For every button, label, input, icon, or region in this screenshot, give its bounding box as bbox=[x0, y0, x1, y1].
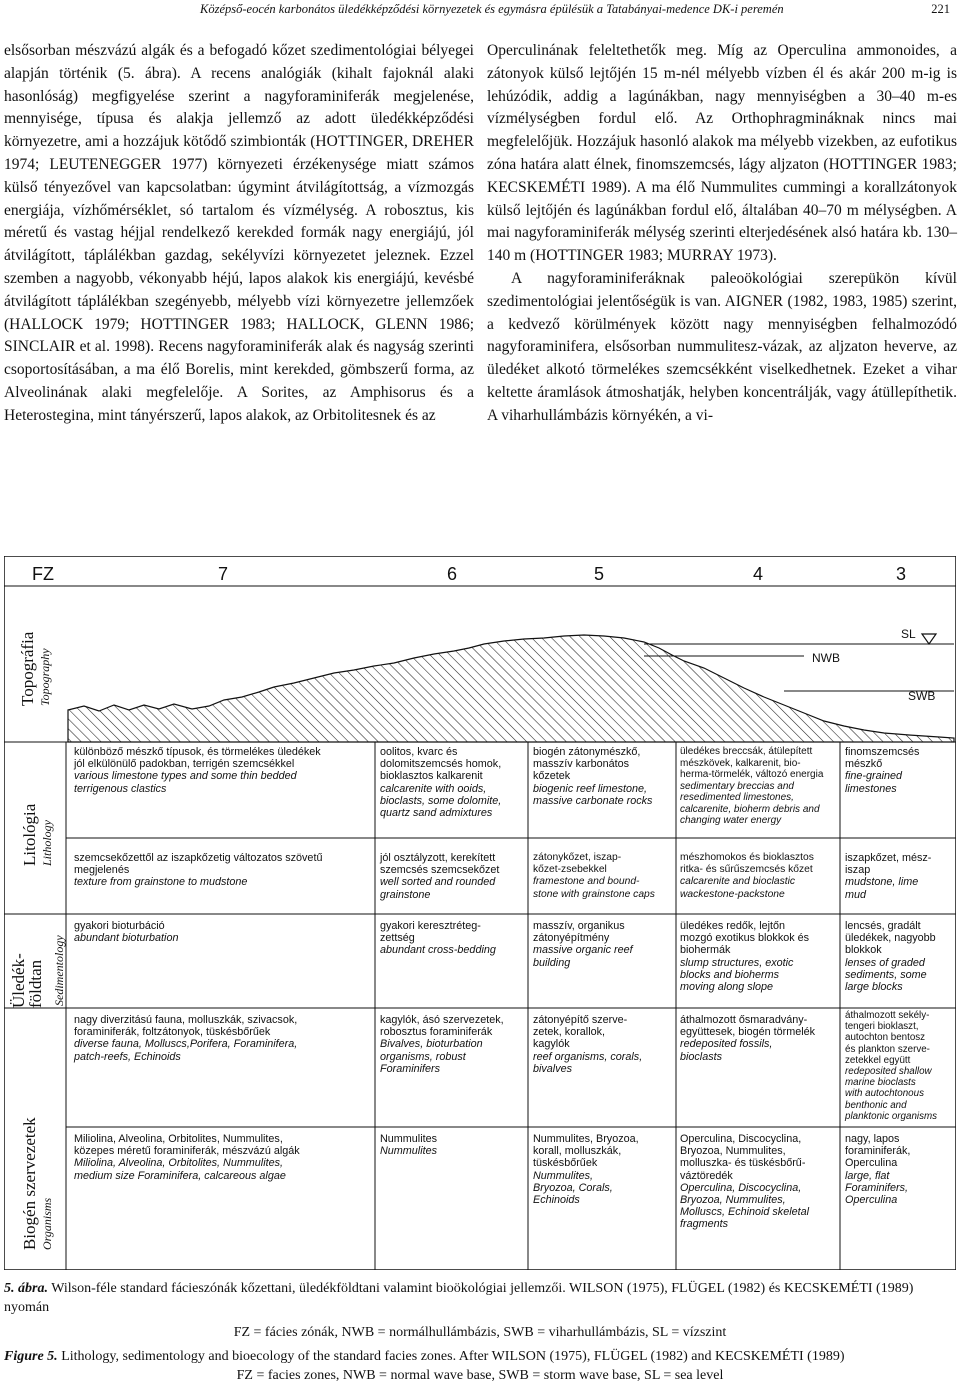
texture-zone-5: zátonykőzet, iszap- kőzet-zsebekkel framestone and bound- stone with grainstone caps bbox=[533, 852, 655, 900]
fauna-zone-5: Nummulites, Bryozoa, korall, molluszkák, tüskésbőrűek Nummulites, Bryozoa, Corals, Echinoids bbox=[533, 1133, 639, 1207]
sedimentology-zone-3: lencsés, gradált üledékek, nagyobb blokkok lenses of graded sediments, some large blocks bbox=[845, 920, 936, 994]
swb-marker: SWB bbox=[908, 689, 936, 703]
row-label-sedimentology-en: Sedimentology bbox=[52, 935, 66, 1006]
lithology-zone-5: biogén zátonymészkő, masszív karbonátos kőzetek biogenic reef limestone, massive carbonate rocks bbox=[533, 746, 653, 807]
caption-label-hu: 5. ábra. bbox=[4, 1281, 48, 1296]
sedimentology-zone-6: gyakori keresztréteg- zettség abundant cross-bedding bbox=[380, 920, 496, 957]
zone-3-label: 3 bbox=[896, 564, 907, 584]
fauna-zone-4: Operculina, Discocyclina, Bryozoa, Nummulites, molluszka- és tüskésbőrű- váztöredék Operculina, Discocyclina, Bryozoa, Nummulites, Molluscs, Echinoid skeletal fragments bbox=[680, 1133, 810, 1231]
organisms-zone-3: áthalmozott sekély- tengeri bioklaszt, autochton bentosz és plankton szerve- zetekkel együtt redeposited shallow marine bioclasts with autochtonous benthonic and planktonic organisms bbox=[845, 1010, 938, 1122]
running-header bbox=[0, 0, 960, 20]
caption-text-hu: Wilson-féle standard fácieszónák kőzettani, üledékföldtani valamint bioökológiai jellemzői. WILSON (1975), FLÜGEL (1982) és KECSKEMÉTI (1989) nyomán bbox=[4, 1281, 914, 1315]
fauna-zone-7: Miliolina, Alveolina, Orbitolites, Nummulites, közepes méretű foraminiferák, mészvázú algák Miliolina, Alveolina, Orbitolites, Nummulites, medium size Foraminifera, calcareous algae bbox=[74, 1133, 300, 1182]
zone-5-label: 5 bbox=[594, 564, 605, 584]
organisms-zone-7: nagy diverzitású fauna, molluszkák, szivacsok, foraminiferák, foltzátonyok, tüskésbőrűek diverse fauna, Molluscs,Porifera, Foraminifera, patch-reefs, Echinoids bbox=[74, 1014, 298, 1063]
row-label-topography: Topográfia Topography bbox=[18, 631, 52, 706]
lithology-zone-6: oolitos, kvarc és dolomitszemcsés homok, bioklasztos kalkarenit calcarenite with ooids, bioclasts, some dolomite, quartz sand admixtures bbox=[380, 746, 502, 820]
nwb-marker: NWB bbox=[812, 651, 840, 665]
running-title: Középső-eocén karbonátos üledékképződési környezetek és egymásra épülésük a Tatabányai-medence DK-i peremén bbox=[200, 2, 784, 16]
figure-caption-hu bbox=[4, 1279, 956, 1317]
paragraph: elsősorban mészvázú algák és a befogadó kőzet szedimentológiai bélyegei alapján történik (5. ábra). A recens analógiák (kihalt fajoknál alaki hasonlóság) megfigyelése szerint a nagyforaminiferák megjelenése, mennyisége, típusa és alakja jellemző az adott üledékképződési környezetre, ami a hozzájuk kötődő szimbionták (HOTTINGER, DREHER 1974; LEUTENEGGER 1977) környezeti érzékenysége miatt számos külső tényezővel van kapcsolatban: úgymint átvilágítottság, a vízmozgás energiája, vízhőmérséklet, só tartalom és vízmélység. A robosztus, kis méretű és vastag héjjal rendelkező kerekded formák nagy energiájú, jól átvilágított, táplálékban gazdag, sekélyvízi környezetet jeleznek. Ezzel szemben a nagyobb, vékonyabb héjú, lapos alakok kis energiájú, kevésbé átvilágított táplálékban szegényebb, mélyebb vízi környezetre jellemzőek (HALLOCK 1979; HOTTINGER 1983; HALLOCK, GLENN 1986; SINCLAIR et al. 1998). Recens nagyforaminiferák alak és nagyság szerinti csoportosításában, a ma élő Borelis, mint kerekded, gömbszerű forma, az Alveolinának alaki megfelelője. A Sorites, az Amphisorus és a Heterostegina, mint tányérszerű, lapos alakok, az Orbitolitesnek és az bbox=[4, 42, 474, 424]
sea-level-triangle-icon bbox=[922, 634, 936, 644]
sedimentology-zone-5: masszív, organikus zátonyépítmény massive organic reef building bbox=[533, 920, 633, 969]
lithology-zone-3: finomszemcsés mészkő fine-grained limestones bbox=[845, 746, 920, 795]
fauna-zone-3: nagy, lapos foraminiferák, Operculina large, flat Foraminifers, Operculina bbox=[845, 1133, 911, 1207]
caption-abbrev-en: FZ = facies zones, NWB = normal wave base, SWB = storm wave base, SL = sea level bbox=[236, 1368, 724, 1383]
lithology-zone-7: különböző mészkő típusok, és törmelékes üledékek jól elkülönülő padokban, terrigén szemcsékkel various limestone types and some thin bedded terrigenous clastics bbox=[74, 746, 321, 795]
row-label-organisms: Biogén szervezetek Organisms bbox=[20, 1117, 54, 1250]
fauna-zone-6: Nummulites Nummulites bbox=[380, 1133, 437, 1158]
texture-zone-7: szemcsekőzettől az iszapkőzetig változatos szövetű megjelenés texture from grainstone to mudstone bbox=[74, 852, 323, 889]
organisms-zone-5: zátonyépítő szerve- zetek, korallok, kagylók reef organisms, corals, bivalves bbox=[533, 1014, 643, 1075]
sedimentology-zone-7: gyakori bioturbáció abundant bioturbation bbox=[74, 920, 179, 945]
paragraph: Operculinának feleltethetők meg. Míg az Operculina ammonoides, a zátonyok külső lejtőjén 15 m-nél mélyebb vízben él és akár 200 m-ig is lehúzódik, addig a lagúnákban, nagy mennyiségben a 30–40 m-es vízmélységben fordul elő. Az Orthophragmináknak nincs mai megfelelőjük. Hozzájuk hasonló alakok ma mélyebb vizekben, az eufotikus zóna határa alatt élnek, finomszemcsés, lágy aljzaton (HOTTINGER 1983; KECSKEMÉTI 1989). A ma élő Nummulites cummingi a korallzátonyok külső lejtőjén és lagúnákban fordul elő, általában 40–70 m mélységben. A mai nagyforaminiferák mélység szerinti elterjedésének alsó határa kb. 130–140 m (HOTTINGER 1983; MURRAY 1973). bbox=[487, 42, 957, 265]
right-text-column bbox=[487, 40, 957, 428]
caption-label-en: Figure 5. bbox=[4, 1349, 58, 1364]
zone-7-label: 7 bbox=[218, 564, 229, 584]
caption-abbrev-hu: FZ = fácies zónák, NWB = normálhullámbázis, SWB = viharhullámbázis, SL = vízszint bbox=[233, 1325, 727, 1340]
sedimentology-zone-4: üledékes redők, lejtőn mozgó exotikus blokkok és biohermák slump structures, exotic blocks and bioherms moving along slope bbox=[680, 920, 810, 994]
organisms-zone-6: kagylók, ásó szervezetek, robosztus foraminiferák Bivalves, bioturbation organisms, robust Foraminifers bbox=[380, 1014, 504, 1075]
texture-zone-3: iszapkőzet, mész- iszap mudstone, lime mud bbox=[845, 852, 932, 901]
organisms-zone-4: áthalmozott ősmaradvány- együttesek, biogén törmelék redeposited fossils, bioclasts bbox=[680, 1014, 816, 1063]
figure-caption-en bbox=[4, 1347, 956, 1366]
paragraph: A nagyforaminiferáknak paleoökológiai szerepükön kívül szedimentológiai jelentőségük is van. AIGNER (1982, 1983, 1985) szerint, a kedvező körülmények között nagy mennyiségben felhalmozódó nagyforaminifera, elsősorban nummulitesz-vázak, az aljzaton heverve, az üledéket alkotó törmelékes szemcsékként viselkedhetnek. Ezeket a vihar keltette áramlások átmoshatják, helyben koncentrálják, vagy átüllepíthetik. A viharhullámbázis környékén, a vi- bbox=[487, 269, 957, 424]
texture-zone-6: jól osztályzott, kerekített szemcsés szemcsekőzet well sorted and rounded grainstone bbox=[380, 852, 500, 901]
texture-zone-4: mészhomokos és bioklasztos ritka- és sűrűszemcsés kőzet calcarenite and bioclastic wackestone-packstone bbox=[680, 852, 814, 900]
facies-zone-figure bbox=[4, 556, 956, 1270]
row-label-lithology: Litológia Lithology bbox=[20, 803, 54, 866]
page-number: 221 bbox=[931, 2, 950, 16]
zone-4-label: 4 bbox=[753, 564, 764, 584]
zone-6-label: 6 bbox=[447, 564, 458, 584]
sl-marker: SL bbox=[901, 627, 916, 641]
lithology-zone-4: üledékes breccsák, átülepített mészkövek, kalkarenit, bio- herma-törmelék, változó energia sedimentary breccias and resedimented limestones, calcarenite, bioherm debris and changing water energy bbox=[680, 746, 824, 826]
row-label-sedimentology: Üledék- földtan bbox=[9, 953, 45, 1008]
left-text-column bbox=[4, 40, 474, 428]
fz-label: FZ bbox=[32, 564, 54, 584]
caption-text-en: Lithology, sedimentology and bioecology of the standard facies zones. After WILSON (1975), FLÜGEL (1982) and KECSKEMÉTI (1989) bbox=[61, 1349, 845, 1364]
